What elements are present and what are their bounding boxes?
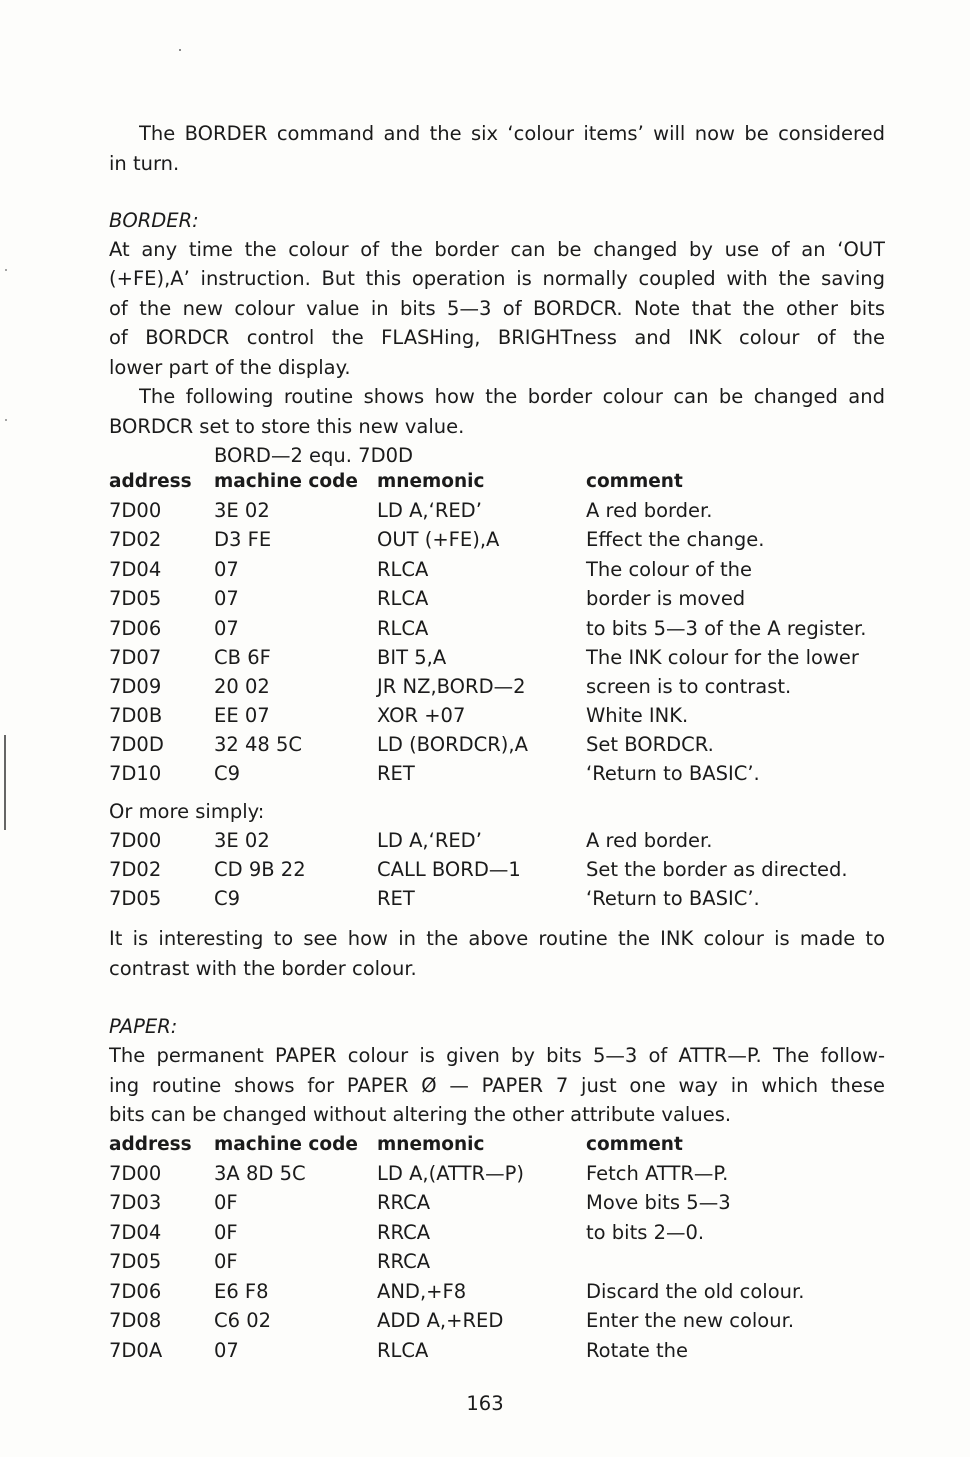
table-row [109, 884, 885, 914]
table-row [109, 614, 885, 644]
cell-address: 7D07 [109, 646, 162, 669]
cell-comment: Set the border as directed. [586, 858, 848, 881]
cell-machine-code: D3 FE [214, 528, 272, 551]
cell-machine-code: 0F [214, 1191, 238, 1214]
header-comment: comment [586, 471, 683, 492]
cell-comment: Discard the old colour. [586, 1280, 805, 1303]
cell-address: 7D00 [109, 829, 162, 852]
cell-comment: to bits 2—0. [586, 1221, 705, 1244]
cell-mnemonic: OUT (+FE),A [377, 528, 500, 551]
cell-address: 7D0A [109, 1339, 163, 1362]
cell-address: 7D05 [109, 887, 162, 910]
paragraph-line: contrast with the border colour. [109, 957, 417, 980]
header-address: address [109, 1134, 192, 1155]
cell-mnemonic: BIT 5,A [377, 646, 447, 669]
cell-machine-code: 32 48 5C [214, 733, 303, 756]
cell-address: 7D06 [109, 617, 162, 640]
header-address: address [109, 471, 192, 492]
cell-address: 7D03 [109, 1191, 162, 1214]
cell-comment: Set BORDCR. [586, 733, 714, 756]
paragraph-line: bits can be changed without altering the other attribute values. [109, 1103, 732, 1126]
cell-address: 7D06 [109, 1280, 162, 1303]
table-row [109, 1336, 885, 1366]
paragraph-line: BORDCR set to store this new value. [109, 415, 465, 438]
cell-comment: border is moved [586, 587, 746, 610]
header-machine-code: machine code [214, 1134, 358, 1155]
cell-mnemonic: RRCA [377, 1221, 431, 1244]
cell-comment: White INK. [586, 704, 689, 727]
cell-comment: A red border. [586, 499, 713, 522]
cell-machine-code: 20 02 [214, 675, 270, 698]
paragraph-line: It is interesting to see how in the above routine the INK colour is made to [109, 927, 885, 950]
cell-mnemonic: LD A,‘RED’ [377, 499, 482, 522]
cell-address: 7D04 [109, 1221, 162, 1244]
header-machine-code: machine code [214, 471, 358, 492]
paragraph-line: lower part of the display. [109, 356, 351, 379]
cell-machine-code: CB 6F [214, 646, 271, 669]
cell-comment: The colour of the [586, 558, 753, 581]
cell-machine-code: C9 [214, 762, 241, 785]
cell-mnemonic: CALL BORD—1 [377, 858, 521, 881]
cell-mnemonic: XOR +07 [377, 704, 466, 727]
paragraph-line: ing routine shows for PAPER Ø — PAPER 7 just one way in which these [109, 1074, 885, 1097]
section-heading-border: BORDER: [109, 209, 199, 232]
cell-address: 7D00 [109, 1162, 162, 1185]
cell-mnemonic: RLCA [377, 587, 429, 610]
table-row [109, 672, 885, 702]
cell-machine-code: C6 02 [214, 1309, 272, 1332]
cell-address: 7D02 [109, 858, 162, 881]
cell-comment: A red border. [586, 829, 713, 852]
table-row [109, 1247, 885, 1277]
paragraph-line: At any time the colour of the border can be changed by use of an ‘OUT [109, 238, 885, 261]
cell-mnemonic: RLCA [377, 1339, 429, 1362]
cell-machine-code: E6 F8 [214, 1280, 269, 1303]
table-header [109, 1130, 885, 1160]
header-mnemonic: mnemonic [377, 471, 485, 492]
cell-address: 7D02 [109, 528, 162, 551]
paragraph-line: of the new colour value in bits 5—3 of BORDCR. Note that the other bits [109, 297, 885, 320]
cell-address: 7D09 [109, 675, 162, 698]
table-row [109, 525, 885, 555]
cell-mnemonic: JR NZ,BORD—2 [377, 675, 526, 698]
table-row [109, 1306, 885, 1336]
cell-machine-code: CD 9B 22 [214, 858, 306, 881]
intro-line: The BORDER command and the six ‘colour items’ will now be considered [139, 122, 885, 145]
equ-text: BORD—2 equ. 7D0D [214, 444, 414, 467]
table-row [109, 584, 885, 614]
cell-machine-code: 3A 8D 5C [214, 1162, 306, 1185]
cell-machine-code: 3E 02 [214, 829, 270, 852]
cell-mnemonic: RLCA [377, 617, 429, 640]
paragraph-line: The permanent PAPER colour is given by bits 5—3 of ATTR—P. The follow- [109, 1044, 885, 1067]
table-row [109, 1218, 885, 1248]
table-row [109, 826, 885, 856]
paragraph-line: (+FE),A’ instruction. But this operation is normally coupled with the saving [109, 267, 885, 290]
cell-machine-code: 07 [214, 617, 239, 640]
cell-mnemonic: RRCA [377, 1191, 431, 1214]
cell-mnemonic: RRCA [377, 1250, 431, 1273]
cell-address: 7D05 [109, 587, 162, 610]
page-number: 163 [466, 1392, 504, 1415]
cell-machine-code: 0F [214, 1250, 238, 1273]
paragraph-line: The following routine shows how the border colour can be changed and [139, 385, 885, 408]
cell-mnemonic: ADD A,+RED [377, 1309, 504, 1332]
table-row [109, 1159, 885, 1189]
table-row [109, 855, 885, 885]
cell-machine-code: 3E 02 [214, 499, 270, 522]
cell-mnemonic: RET [377, 762, 415, 785]
cell-machine-code: 07 [214, 587, 239, 610]
table-row [109, 701, 885, 731]
cell-machine-code: EE 07 [214, 704, 270, 727]
cell-mnemonic: LD A,‘RED’ [377, 829, 482, 852]
table-row [109, 555, 885, 585]
cell-comment: Rotate the [586, 1339, 689, 1362]
cell-comment: Enter the new colour. [586, 1309, 795, 1332]
cell-address: 7D0D [109, 733, 164, 756]
cell-mnemonic: LD (BORDCR),A [377, 733, 528, 756]
cell-mnemonic: RLCA [377, 558, 429, 581]
table-row [109, 730, 885, 760]
cell-comment: Move bits 5—3 [586, 1191, 731, 1214]
cell-mnemonic: AND,+F8 [377, 1280, 467, 1303]
table-row [109, 643, 885, 673]
cell-mnemonic: RET [377, 887, 415, 910]
cell-comment: Fetch ATTR—P. [586, 1162, 729, 1185]
table-row [109, 496, 885, 526]
cell-comment: screen is to contrast. [586, 675, 792, 698]
cell-comment: to bits 5—3 of the A register. [586, 617, 867, 640]
cell-mnemonic: LD A,(ATTR—P) [377, 1162, 524, 1185]
cell-comment: The INK colour for the lower [586, 646, 859, 669]
cell-comment: ‘Return to BASIC’. [586, 887, 760, 910]
cell-address: 7D10 [109, 762, 162, 785]
section-heading-paper: PAPER: [109, 1015, 178, 1038]
cell-comment: Effect the change. [586, 528, 765, 551]
table-row [109, 1277, 885, 1307]
cell-address: 7D05 [109, 1250, 162, 1273]
table-row [109, 1188, 885, 1218]
intro-line: in turn. [109, 152, 180, 175]
cell-machine-code: 07 [214, 558, 239, 581]
paragraph-line: of BORDCR control the FLASHing, BRIGHTness and INK colour of the [109, 326, 885, 349]
cell-address: 7D08 [109, 1309, 162, 1332]
cell-comment: ‘Return to BASIC’. [586, 762, 760, 785]
cell-machine-code: 07 [214, 1339, 239, 1362]
table-row [109, 759, 885, 789]
cell-machine-code: C9 [214, 887, 241, 910]
cell-address: 7D00 [109, 499, 162, 522]
or-more-simply: Or more simply: [109, 800, 265, 823]
cell-address: 7D04 [109, 558, 162, 581]
cell-machine-code: 0F [214, 1221, 238, 1244]
table-header [109, 467, 885, 497]
header-comment: comment [586, 1134, 683, 1155]
header-mnemonic: mnemonic [377, 1134, 485, 1155]
cell-address: 7D0B [109, 704, 163, 727]
